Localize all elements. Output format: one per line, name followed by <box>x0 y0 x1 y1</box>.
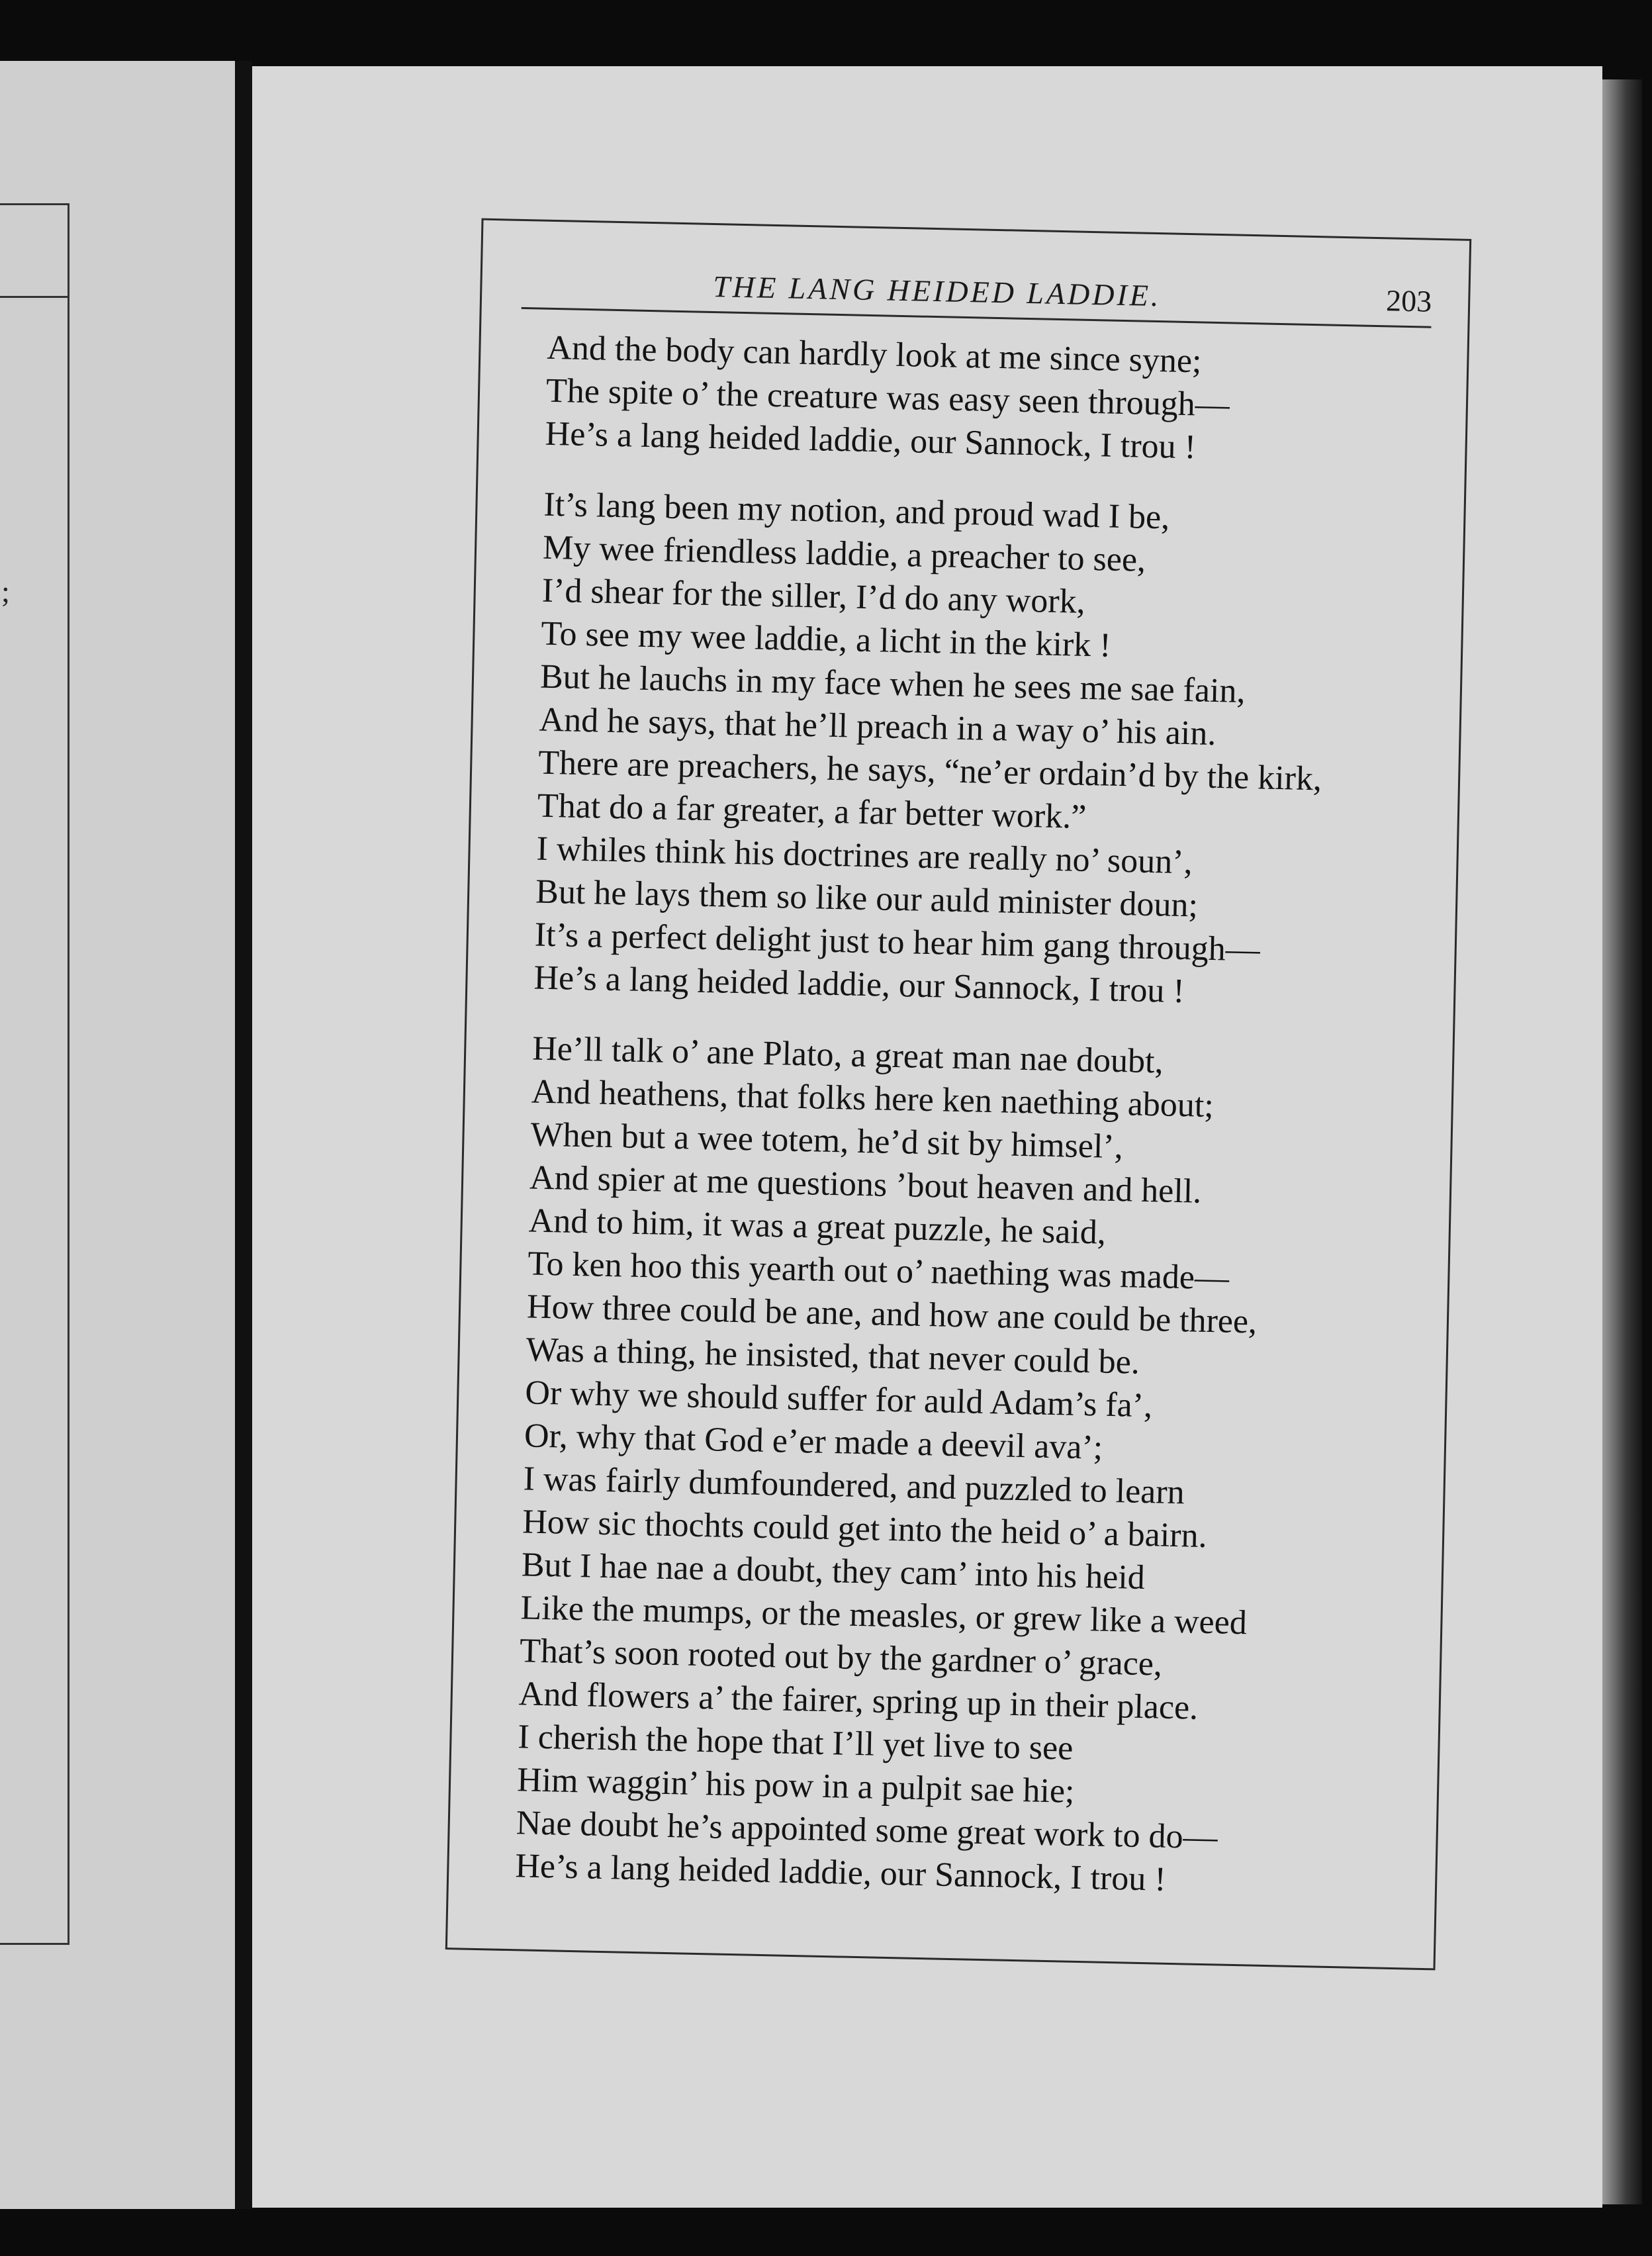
page-edge <box>1602 79 1642 2204</box>
verse-line: Nae doubt he’s appointed some great work to do— <box>516 1804 1218 1857</box>
stanza <box>545 326 1447 474</box>
verse-line: There are preachers, he says, “ne’er ordain’d by the kirk, <box>537 743 1322 798</box>
facing-page-frame <box>0 203 69 1945</box>
verse-line: But I hae nae a doubt, they cam’ into his heid <box>521 1546 1146 1597</box>
stanza <box>515 1027 1433 1906</box>
verse-line: But he lays them so like our auld minister doun; <box>535 872 1199 925</box>
verse-line: To ken hoo this yearth out o’ naething was made— <box>527 1245 1230 1297</box>
verse-line: Like the mumps, or the measles, or grew like a weed <box>520 1589 1248 1642</box>
verse-line: He’s a lang heided laddie, our Sannock, I trou ! <box>514 1847 1167 1899</box>
running-header <box>522 261 1432 328</box>
facing-page-rule <box>0 296 68 298</box>
verse-line: It’s lang been my notion, and proud wad I be, <box>543 485 1170 537</box>
verse-line: But he lauchs in my face when he sees me sae fain, <box>539 657 1246 710</box>
verse-line: When but a wee totem, he’d sit by himsel’, <box>529 1115 1124 1166</box>
verse-line: I was fairly dumfoundered, and puzzled to learn <box>523 1460 1185 1512</box>
text-frame <box>445 218 1471 1971</box>
verse-line: And flowers a’ the fairer, spring up in their place. <box>518 1675 1199 1727</box>
poem-body <box>514 326 1447 1934</box>
verse-line: He’ll talk o’ ane Plato, a great man nae doubt, <box>531 1029 1164 1081</box>
book-gutter <box>235 61 252 2209</box>
verse-line: My wee friendless laddie, a preacher to see, <box>542 528 1146 579</box>
verse-line: And heathens, that folks here ken naething about; <box>531 1072 1215 1125</box>
facing-page-mark: ; <box>1 575 10 608</box>
verse-line: Him waggin’ his pow in a pulpit sae hie; <box>516 1761 1076 1810</box>
verse-line: How sic thochts could get into the heid o’ a bairn. <box>522 1503 1208 1556</box>
facing-page <box>0 61 235 2209</box>
verse-line: He’s a lang heided laddie, our Sannock, I trou ! <box>545 414 1197 467</box>
verse-line: Was a thing, he insisted, that never could be. <box>526 1331 1140 1382</box>
verse-line: That’s soon rooted out by the gardner o’ grace, <box>519 1632 1163 1683</box>
verse-line: And spier at me questions ’bout heaven and hell. <box>529 1158 1202 1211</box>
verse-line: It’s a perfect delight just to hear him gang through— <box>534 916 1261 969</box>
verse-line: I’d shear for the siller, I’d do any work, <box>541 571 1086 621</box>
verse-line: How three could be ane, and how ane could be three, <box>526 1288 1258 1341</box>
verse-line: And the body can hardly look at me since syne; <box>546 328 1203 381</box>
verse-line: I cherish the hope that I’ll yet live to see <box>517 1718 1074 1767</box>
stanza <box>533 483 1444 1018</box>
verse-line: And he says, that he’ll preach in a way o’ his ain. <box>539 700 1216 753</box>
verse-line: The spite o’ the creature was easy seen through— <box>545 371 1230 424</box>
verse-line: Or, why that God e’er made a deevil ava’; <box>524 1417 1103 1467</box>
verse-line: I whiles think his doctrines are really no’ soun’, <box>536 829 1193 882</box>
verse-line: He’s a lang heided laddie, our Sannock, I trou ! <box>533 959 1185 1011</box>
verse-line: Or why we should suffer for auld Adam’s fa’, <box>524 1374 1153 1425</box>
page-number: 203 <box>1385 283 1432 318</box>
verse-line: To see my wee laddie, a licht in the kirk ! <box>540 614 1112 665</box>
verse-line: That do a far greater, a far better work.” <box>537 786 1087 836</box>
running-title: THE LANG HEIDED LADDIE. <box>712 269 1162 313</box>
verse-line: And to him, it was a great puzzle, he said, <box>528 1201 1107 1252</box>
